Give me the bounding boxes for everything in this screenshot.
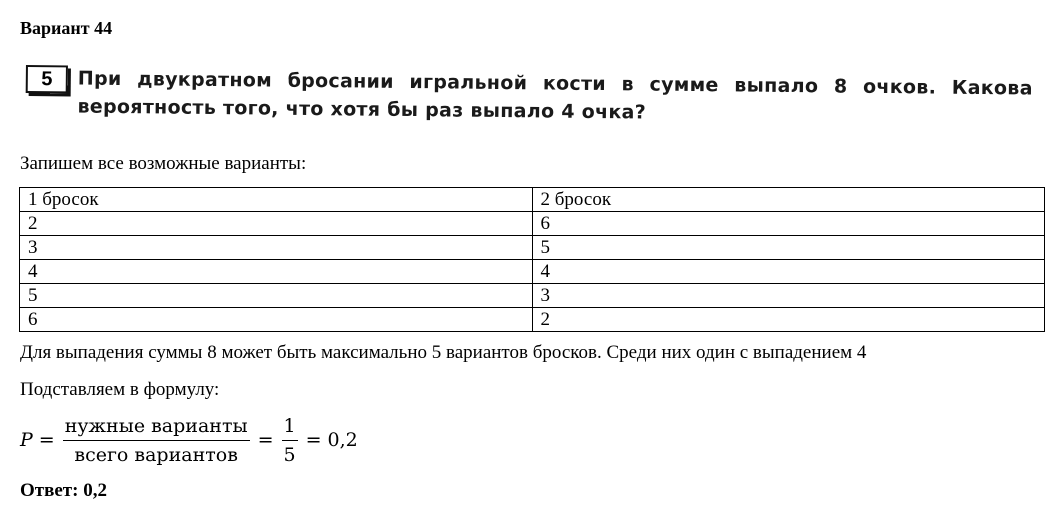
fraction-words	[63, 415, 250, 466]
intro-text: Запишем все возможные варианты:	[20, 153, 307, 174]
task-text: При двукратном бросании игральной кости в сумме выпало 8 очков. Какова вероятность того, что хотя бы раз выпало 4 очка?	[77, 67, 1033, 124]
fraction-denominator: 5	[283, 443, 296, 466]
table-cell: 3	[20, 236, 533, 260]
header-cell: 1 бросок	[20, 188, 533, 212]
probability-formula	[20, 412, 358, 468]
table-cell: 2	[20, 212, 533, 236]
table-cell: 5	[532, 236, 1045, 260]
answer-text: Ответ: 0,2	[20, 480, 107, 501]
table-cell: 6	[532, 212, 1045, 236]
throws-table	[19, 187, 1045, 332]
table-row	[20, 284, 1045, 308]
table-cell: 6	[20, 308, 533, 332]
fraction-denominator: всего вариантов	[74, 443, 238, 466]
table-cell: 2	[532, 308, 1045, 332]
formula-lhs: P	[20, 429, 33, 451]
substitute-text: Подставляем в формулу:	[20, 379, 220, 400]
equals-sign: =	[257, 429, 274, 451]
variant-title: Вариант 44	[20, 18, 113, 38]
task-number-badge: 5	[26, 65, 68, 93]
equals-sign: =	[38, 429, 55, 451]
table-row	[20, 308, 1045, 332]
table-header-row	[20, 188, 1045, 212]
fraction-numerator: 1	[282, 415, 298, 441]
equals-sign: =	[305, 429, 322, 451]
table-row	[20, 260, 1045, 284]
task-scan	[25, 62, 1036, 145]
table-cell: 4	[20, 260, 533, 284]
fraction-numbers	[282, 415, 298, 466]
table-cell: 3	[532, 284, 1045, 308]
table-cell: 5	[20, 284, 533, 308]
table-row	[20, 212, 1045, 236]
header-cell: 2 бросок	[532, 188, 1045, 212]
table-cell: 4	[532, 260, 1045, 284]
fraction-numerator: нужные варианты	[63, 415, 250, 441]
explanation-text: Для выпадения суммы 8 может быть максимально 5 вариантов бросков. Среди них один с выпадением 4	[20, 342, 867, 363]
table-row	[20, 236, 1045, 260]
formula-result: 0,2	[327, 429, 358, 451]
